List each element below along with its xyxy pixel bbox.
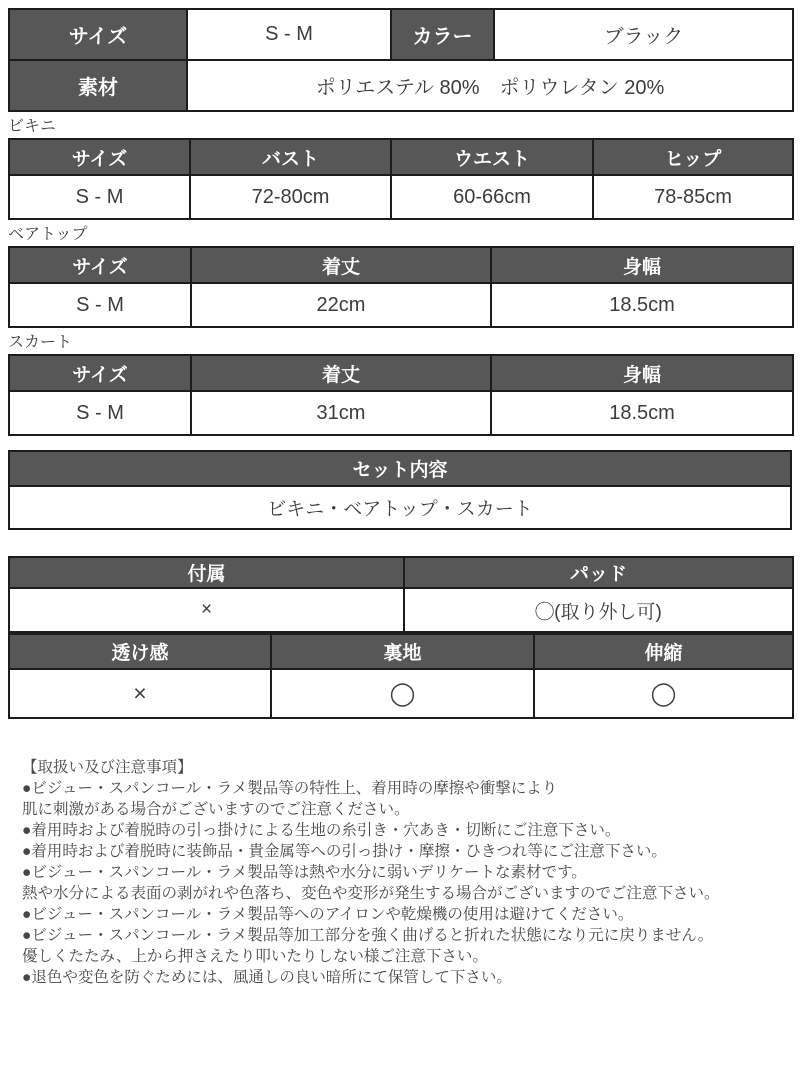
skirt-width-header-cell: 身幅 (491, 355, 793, 391)
accessory-header-cell: 付属 (9, 557, 404, 588)
handling-note-line: ●ビジュー・スパンコール・ラメ製品等加工部分を強く曲げると折れた状態になり元に戻りません。 (22, 927, 714, 944)
bikini-hip-header-cell: ヒップ (593, 139, 793, 175)
handling-note-line: ●ビジュー・スパンコール・ラメ製品等へのアイロンや乾燥機の使用は避けてください。 (22, 906, 634, 923)
skirt-length-header-cell: 着丈 (191, 355, 491, 391)
skirt-width-value-cell: 18.5cm (491, 391, 793, 435)
bandeau-data-row (9, 283, 793, 327)
bandeau-width-header-cell: 身幅 (491, 247, 793, 283)
bikini-waist-header-cell: ウエスト (391, 139, 593, 175)
spec-row-material (9, 60, 793, 111)
bandeau-header-row (9, 247, 793, 283)
skirt-data-row (9, 391, 793, 435)
bikini-bust-header-cell: バスト (190, 139, 391, 175)
features-a-data-row (9, 588, 793, 632)
bandeau-length-value-cell: 22cm (191, 283, 491, 327)
handling-notes (8, 757, 792, 988)
color-label-cell: カラー (391, 9, 494, 60)
lining-header-cell: 裏地 (271, 634, 534, 669)
bandeau-measurement-table (8, 246, 794, 328)
lining-value-cell: ◯ (271, 669, 534, 718)
skirt-size-value-cell: S - M (9, 391, 191, 435)
set-contents-header-cell: セット内容 (9, 451, 791, 486)
pad-value-cell: ◯(取り外し可) (404, 588, 793, 632)
accessory-value-cell: × (9, 588, 404, 632)
sheerness-header-cell: 透け感 (9, 634, 271, 669)
spec-table (8, 8, 794, 112)
bandeau-width-value-cell: 18.5cm (491, 283, 793, 327)
set-contents-header-row (9, 451, 791, 486)
handling-note-line: ●退色や変色を防ぐためには、風通しの良い暗所にて保管して下さい。 (22, 969, 512, 986)
handling-note-line: ●ビジュー・スパンコール・ラメ製品等は熱や水分に弱いデリケートな素材です。 (22, 864, 587, 881)
handling-notes-title: 【取扱い及び注意事項】 (22, 759, 193, 776)
spec-row-size-color (9, 9, 793, 60)
handling-note-line: 熱や水分による表面の剥がれや色落ち、変色や変形が発生する場合がございますのでご注意下さい。 (22, 885, 720, 902)
features-table-accessory-pad (8, 556, 794, 633)
handling-note-line: 優しくたたみ、上から押さえたり叩いたりしない様ご注意下さい。 (22, 948, 488, 965)
stretch-value-cell: ◯ (534, 669, 793, 718)
bikini-header-row (9, 139, 793, 175)
material-label-cell: 素材 (9, 60, 187, 111)
stretch-header-cell: 伸縮 (534, 634, 793, 669)
handling-note-line: ●着用時および着脱時に装飾品・貴金属等への引っ掛け・摩擦・ひきつれ等にご注意下さい。 (22, 843, 667, 860)
bandeau-length-header-cell: 着丈 (191, 247, 491, 283)
bikini-waist-value-cell: 60-66cm (391, 175, 593, 219)
bikini-measurement-table (8, 138, 794, 220)
bandeau-size-header-cell: サイズ (9, 247, 191, 283)
bikini-size-header-cell: サイズ (9, 139, 190, 175)
material-value-cell: ポリエステル 80% ポリウレタン 20% (187, 60, 793, 111)
handling-note-line: ●着用時および着脱時の引っ掛けによる生地の糸引き・穴あき・切断にご注意下さい。 (22, 822, 621, 839)
skirt-length-value-cell: 31cm (191, 391, 491, 435)
handling-note-line: 肌に刺激がある場合がございますのでご注意ください。 (22, 801, 410, 818)
bandeau-section-label: ベアトップ (8, 226, 88, 243)
handling-note-line: ●ビジュー・スパンコール・ラメ製品等の特性上、着用時の摩擦や衝撃により (22, 780, 558, 797)
bikini-size-value-cell: S - M (9, 175, 190, 219)
skirt-measurement-table (8, 354, 794, 436)
size-label-cell: サイズ (9, 9, 187, 60)
bandeau-size-value-cell: S - M (9, 283, 191, 327)
bikini-section-label: ビキニ (8, 118, 57, 135)
size-value-cell: S - M (187, 9, 391, 60)
skirt-size-header-cell: サイズ (9, 355, 191, 391)
features-b-header-row (9, 634, 793, 669)
features-table-sheer-lining-stretch (8, 633, 794, 719)
pad-header-cell: パッド (404, 557, 793, 588)
bikini-data-row (9, 175, 793, 219)
skirt-header-row (9, 355, 793, 391)
color-value-cell: ブラック (494, 9, 793, 60)
set-contents-value-cell: ビキニ・ベアトップ・スカート (9, 486, 791, 529)
set-contents-table (8, 450, 792, 530)
bikini-hip-value-cell: 78-85cm (593, 175, 793, 219)
bikini-bust-value-cell: 72-80cm (190, 175, 391, 219)
sheerness-value-cell: × (9, 669, 271, 718)
skirt-section-label: スカート (8, 334, 73, 351)
set-contents-data-row (9, 486, 791, 529)
features-b-data-row (9, 669, 793, 718)
features-a-header-row (9, 557, 793, 588)
